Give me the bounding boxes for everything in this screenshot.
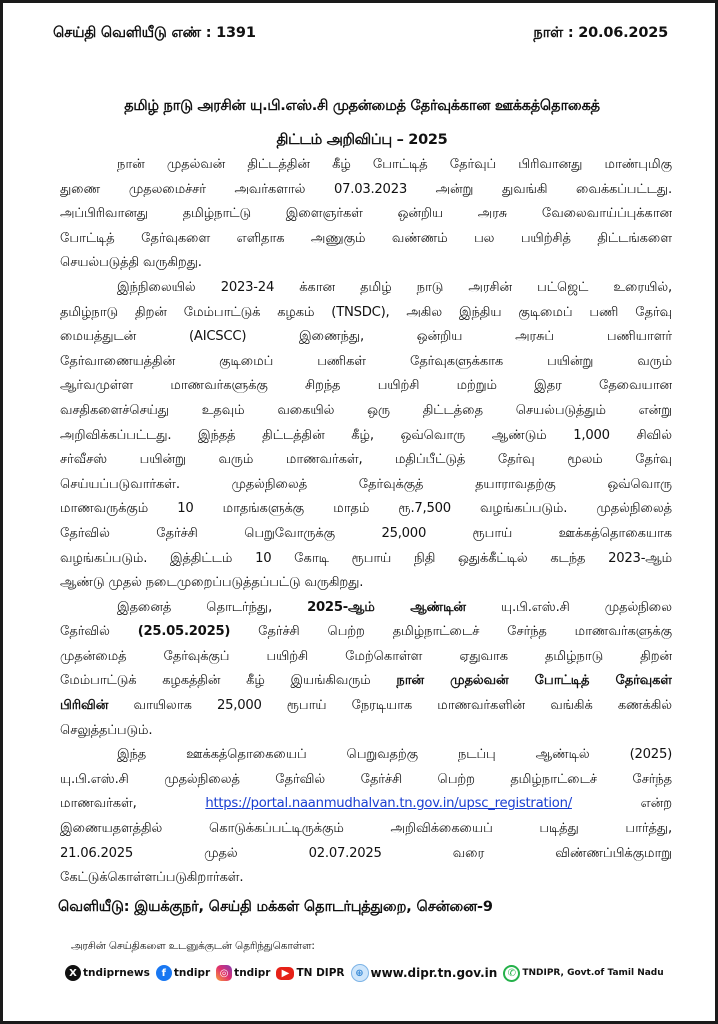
globe-icon: ⊕ xyxy=(351,964,369,982)
bold-text: நான் முதல்வன் போட்டித் தேர்வுகள் xyxy=(396,673,672,689)
website-url: www.dipr.tn.gov.in xyxy=(370,966,498,980)
p2-line: வசதிகளைச்செய்து உதவும் வகையில் ஒரு திட்டத்தை செயல்படுத்தும் என்று xyxy=(60,402,672,418)
p4-line: யு.பி.எஸ்.சி முதல்நிலைத் தேர்வில் தேர்ச்சி பெற்ற தமிழ்நாட்டைச் சேர்ந்த xyxy=(60,771,672,787)
title-line-2: திட்டம் அறிவிப்பு – 2025 xyxy=(276,132,448,148)
text: மேம்பாட்டுக் கழகத்தின் கீழ் இயங்கிவரும் xyxy=(60,673,397,689)
bold-text: பிரிவின் xyxy=(60,698,109,714)
p1-line: துணை முதலமைச்சர் அவர்களால் 07.03.2023 அன்று துவங்கி வைக்கப்பட்டது. xyxy=(60,181,672,197)
social-handle: TN DIPR xyxy=(296,967,345,979)
body-text xyxy=(60,153,672,891)
p1-line: நான் முதல்வன் திட்டத்தின் கீழ் போட்டித் தேர்வுப் பிரிவானது மாண்புமிகு xyxy=(117,157,672,172)
social-handle: tndipr xyxy=(173,967,211,979)
text: வாயிலாக 25,000 ரூபாய் நேரடியாக மாணவர்களின் வங்கிக் கணக்கில் xyxy=(108,698,672,714)
text: என்ற xyxy=(640,796,672,812)
bold-text: 2025-ஆம் ஆண்டின் xyxy=(307,599,466,615)
bold-text: (25.05.2025) xyxy=(137,624,231,640)
x-icon: X xyxy=(65,965,81,981)
p3-line xyxy=(60,694,672,719)
social-x[interactable] xyxy=(65,965,150,981)
p1-line: அப்பிரிவானது தமிழ்நாட்டு இளைஞர்கள் ஒன்றிய அரசு வேலைவாய்ப்புக்கான xyxy=(60,206,672,222)
registration-link[interactable]: https://portal.naanmudhalvan.tn.gov.in/upsc_registration/ xyxy=(205,796,572,812)
facebook-icon: f xyxy=(156,965,172,981)
text: இதனைத் தொடர்ந்து, xyxy=(117,599,308,615)
p2-line: மாணவருக்கும் 10 மாதங்களுக்கு மாதம் ரூ.7,500 வழங்கப்படும். முதல்நிலைத் xyxy=(60,501,672,517)
release-by: வெளியீடு: இயக்குநர், செய்தி மக்கள் தொடர்புத்துறை, சென்னை-9 xyxy=(58,899,493,915)
youtube-icon: ▶ xyxy=(276,967,294,980)
p2-line: செய்யப்படுவார்கள். முதல்நிலைத் தேர்வுக்குத் தயாராவதற்கு ஒவ்வொரு xyxy=(60,476,672,492)
social-handle: TNDIPR, Govt.of Tamil Nadu xyxy=(522,968,664,978)
p4-line: இணையதளத்தில் கொடுக்கப்பட்டிருக்கும் அறிவிக்கையைப் படித்து பார்த்து, xyxy=(60,821,672,837)
p2-line: தேர்வில் தேர்ச்சி பெறுவோருக்கு 25,000 ரூபாய் ஊக்கத்தொகையாக xyxy=(60,525,672,541)
social-instagram[interactable] xyxy=(216,965,270,981)
p2-line: சர்வீசஸ் பயின்று வரும் மாணவர்கள், மதிப்பீட்டுத் தேர்வு மூலம் தேர்வு xyxy=(60,452,672,468)
text: யு.பி.எஸ்.சி முதல்நிலை xyxy=(465,599,672,615)
p2-line: அறிவிக்கப்பட்டது. இந்தத் திட்டத்தின் கீழ், ஒவ்வொரு ஆண்டும் 1,000 சிவில் xyxy=(60,427,672,443)
p3-line xyxy=(60,620,672,645)
release-date: நாள் : 20.06.2025 xyxy=(533,25,668,41)
social-youtube[interactable] xyxy=(276,967,344,980)
text: தேர்ச்சி பெற்ற தமிழ்நாட்டைச் சேர்ந்த மாணவர்களுக்கு xyxy=(230,624,672,640)
p2-line: ஆண்டு முதல் நடைமுறைப்படுத்தப்பட்டு வருகிறது. xyxy=(60,575,364,591)
release-number: செய்தி வெளியீடு எண் : 1391 xyxy=(53,25,256,41)
follow-text: அரசின் செய்திகளை உடனுக்குடன் தெரிந்துகொள்ள: xyxy=(71,940,315,952)
p2-line: தேர்வாணையத்தின் குடிமைப் பணிகள் தேர்வுகளுக்காக பயின்று வரும் xyxy=(60,353,672,369)
p2-line: ஆர்வமுள்ள மாணவர்களுக்கு சிறந்த பயிற்சி மற்றும் இதர தேவையான xyxy=(60,378,672,394)
social-facebook[interactable] xyxy=(156,965,210,981)
social-website[interactable] xyxy=(351,964,498,982)
title-line-1: தமிழ் நாடு அரசின் யு.பி.எஸ்.சி முதன்மைத் தேர்வுக்கான ஊக்கத்தொகைத் xyxy=(124,98,600,114)
p3-line xyxy=(60,669,672,694)
whatsapp-icon: ✆ xyxy=(503,965,520,982)
p4-line xyxy=(60,792,672,817)
p3-line xyxy=(60,596,672,621)
p4-line: இந்த ஊக்கத்தொகையைப் பெறுவதற்கு நடப்பு ஆண்டில் (2025) xyxy=(117,747,672,763)
p2-line: தமிழ்நாடு திறன் மேம்பாட்டுக் கழகம் (TNSDC), அகில இந்திய குடிமைப் பணி தேர்வு xyxy=(60,304,672,320)
social-links xyxy=(65,964,667,982)
p2-line: வழங்கப்படும். இத்திட்டம் 10 கோடி ரூபாய் நிதி ஒதுக்கீட்டில் கடந்த 2023-ஆம் xyxy=(60,550,672,566)
p3-line: முதன்மைத் தேர்வுக்குப் பயிற்சி மேற்கொள்ள ஏதுவாக தமிழ்நாடு திறன் xyxy=(60,648,672,664)
p3-line: செலுத்தப்படும். xyxy=(60,722,153,738)
text: மாணவர்கள், xyxy=(60,796,137,812)
p1-line: செயல்படுத்தி வருகிறது. xyxy=(60,255,202,271)
text: தேர்வில் xyxy=(60,624,138,640)
social-handle: tndiprnews xyxy=(83,967,150,979)
p4-line: கேட்டுக்கொள்ளப்படுகிறார்கள். xyxy=(60,870,244,886)
p4-line: 21.06.2025 முதல் 02.07.2025 வரை விண்ணப்பிக்குமாறு xyxy=(60,845,672,861)
p2-line: இந்நிலையில் 2023-24 க்கான தமிழ் நாடு அரசின் பட்ஜெட் உரையில், xyxy=(117,279,672,295)
instagram-icon: ◎ xyxy=(216,965,232,981)
social-handle: tndipr xyxy=(234,967,271,979)
p2-line: மையத்துடன் (AICSCC) இணைந்து, ஒன்றிய அரசுப் பணியாளர் xyxy=(60,329,672,345)
p1-line: போட்டித் தேர்வுகளை எளிதாக அணுகும் வண்ணம் பல பயிற்சித் திட்டங்களை xyxy=(60,230,672,246)
social-whatsapp[interactable] xyxy=(503,965,663,982)
